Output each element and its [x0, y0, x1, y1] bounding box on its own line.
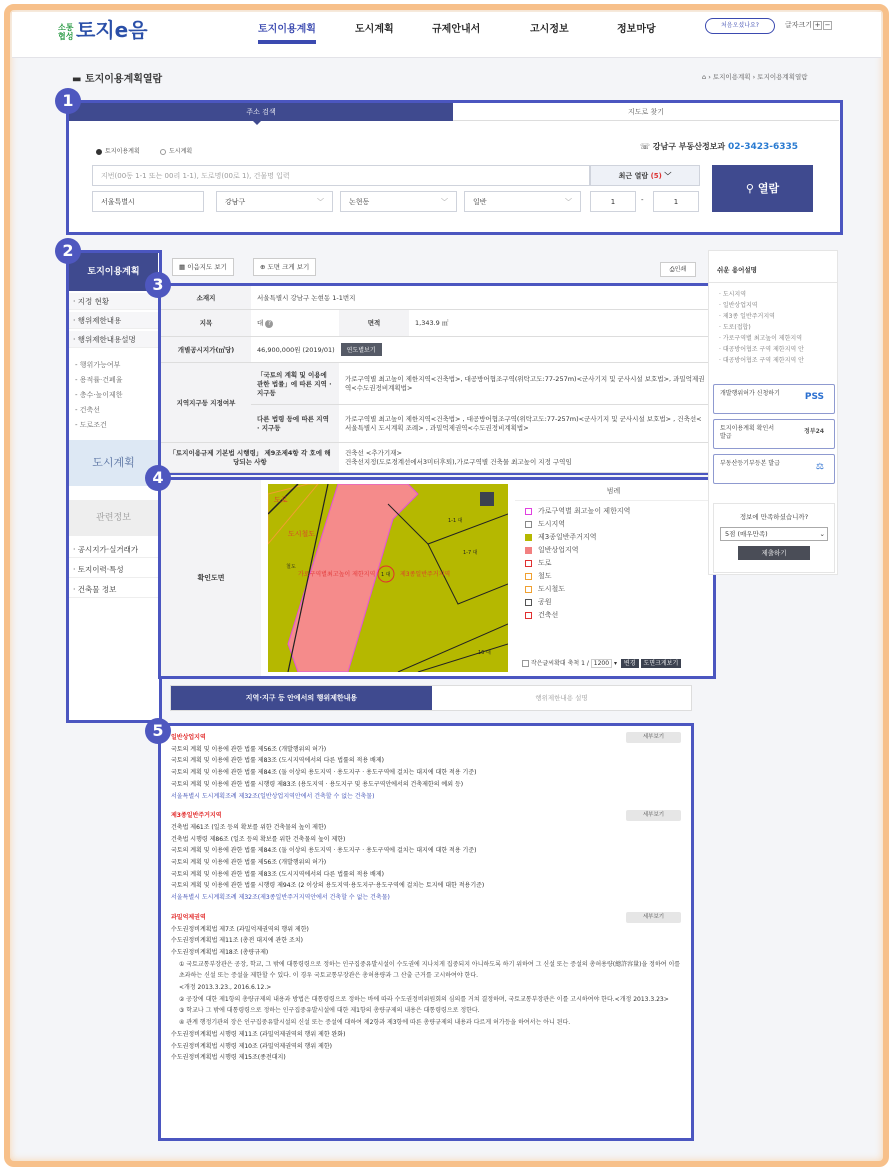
gov24-logo-icon: 정부24	[804, 428, 824, 435]
legend-label: 가로구역별 최고높이 제한지역	[538, 507, 631, 515]
enlarge-map-button[interactable]: ⊕ 도면 크게 보기	[253, 258, 316, 276]
sidebar-related-info: 관련정보	[69, 500, 158, 536]
address-search-input[interactable]: 지번(00동 1-1 또는 00리 1-1), 도로명(00로 1), 건물명 입력	[92, 165, 590, 186]
legend-item	[515, 505, 712, 518]
glossary-term[interactable]: · 대공방어협조 구역 제한지역 안	[719, 346, 804, 353]
glossary-term[interactable]: · 도시지역	[719, 291, 747, 298]
map-label: 확인도면	[161, 480, 261, 676]
ordinance-link[interactable]: 서울특별시 도시계획조례 제32조(제3종일반주거지역안에서 건축할 수 없는 건축물)	[171, 894, 390, 902]
sidebar-item-restrictions[interactable]: · 행위제한내용	[69, 312, 158, 329]
sidebar-city-plan[interactable]: 도시계획	[69, 440, 158, 486]
map-label-height-zone: 가로구역별최고높이 제한지역	[298, 571, 376, 578]
glossary-term-label: 대공방어협조 구역 제한지역 안	[722, 357, 804, 364]
tab-map-search[interactable]: 지도로 찾기	[453, 103, 839, 121]
detail-view-button[interactable]: 세부보기	[626, 810, 681, 821]
dong-select[interactable]: 논현동 ﹀	[340, 191, 457, 212]
map-view-button[interactable]: ▦ 이음지도 보기	[172, 258, 234, 276]
law-paragraph: ③ 학교나 그 밖에 대통령령으로 정하는 인구집중유발시설에 대한 제1항의 총량규제의 내용은 대통령령으로 정한다.	[179, 1007, 480, 1015]
map-label-subway: 도시철도	[288, 530, 316, 538]
legend-item	[515, 544, 712, 557]
pss-logo-icon: PSS	[804, 392, 824, 402]
map-tools: 작은글씨확대 축척 1 / 1200 ▾ 변경 도면크게보기	[522, 658, 681, 667]
right-sidebar	[708, 250, 838, 575]
legend-label: 제3종일반주거지역	[538, 533, 597, 541]
legend-label: 건축선	[538, 611, 559, 619]
nav-land-use-plan[interactable]: 토지이용계획	[258, 24, 316, 35]
court-logo-icon: ⚖	[815, 462, 824, 472]
law-link[interactable]: 수도권정비계획법 제11조 (총전 대지에 관한 조치)	[171, 937, 303, 945]
law1-label: 「국토의 계획 및 이용에 관한 법률」에 따른 지역 · 지구등	[251, 362, 339, 404]
print-button[interactable]: ⎙인쇄	[660, 262, 696, 277]
detail-view-button[interactable]: 세부보기	[626, 912, 681, 923]
submit-button[interactable]: 제출하기	[738, 546, 810, 560]
site-logo[interactable]: 소통 협성 토지e음	[58, 18, 148, 42]
recent-views-dropdown[interactable]: 최근 열람 (5) ﹀	[590, 165, 700, 186]
detail-view-button[interactable]: 세부보기	[626, 732, 681, 743]
land-category-value: 대 ?	[251, 309, 339, 336]
law-link[interactable]: 수도권정비계획법 제7조 (과밀억제권역의 행위 제한)	[171, 925, 309, 933]
sidebar-sub-item[interactable]: - 행위가능여부	[75, 361, 121, 369]
badge-4: 4	[145, 465, 171, 491]
glossary-term[interactable]: · 대공방어협조 구역 제한지역 안	[719, 357, 804, 364]
legend-label: 철도	[538, 572, 552, 580]
map-label-parcel: 1-7 대	[463, 550, 478, 556]
glossary-term-label: 제3종 일반주거지역	[722, 313, 775, 320]
badge-3: 3	[145, 272, 171, 298]
regulation-section	[171, 810, 681, 904]
sido-select[interactable]: 서울특별시	[92, 191, 204, 212]
legend-label: 도시지역	[538, 520, 566, 528]
legend-swatch-icon	[525, 547, 532, 554]
tab-restrictions[interactable]: 지역·지구 등 안에서의 행위제한내용	[171, 686, 432, 710]
legend-item	[515, 583, 712, 596]
legend-label: 일반상업지역	[538, 546, 579, 554]
sidebar-title: 토지이용계획	[69, 253, 158, 291]
location-value: 서울특별시 강남구 논현동 1-1번지	[251, 286, 713, 309]
law-link[interactable]: 국토의 계획 및 이용에 관한 법률 시행령 제83조 (용도지역 · 용도지구 및 용도구역안에서의 건축제한의 예외 등)	[171, 780, 464, 788]
location-label: 소재지	[161, 286, 251, 309]
legend-swatch-icon	[525, 521, 532, 528]
legend-swatch-icon	[525, 586, 532, 593]
zoom-icon: ⊕	[260, 263, 268, 271]
law-paragraph: ④ 관계 행정기관의 장은 인구집중유발시설의 신설 또는 증설에 대하여 제2항과 제3항에 따른 총량규제의 내용과 다르게 허가등을 하여서는 아니 된다.	[179, 1019, 571, 1027]
land-map[interactable]	[268, 484, 508, 672]
fullscreen-icon[interactable]	[480, 492, 494, 506]
sigungu-select[interactable]: 강남구 ﹀	[216, 191, 333, 212]
law-link[interactable]: 수도권정비계획법 시행령 제10조 (과밀억제권역의 행위 제한)	[171, 1042, 332, 1050]
glossary-term[interactable]: · 가로구역별 최고높이 제한지역	[719, 335, 802, 342]
nav-active-underline	[258, 40, 316, 44]
sidebar-sub-item[interactable]: - 건축선	[75, 406, 101, 414]
law-link[interactable]: 수도권정비계획법 시행령 제15조(종전대지)	[171, 1054, 286, 1062]
nav-notice[interactable]: 고시정보	[530, 24, 569, 35]
small-text-checkbox[interactable]	[522, 660, 529, 667]
tab-address-search[interactable]: 주소 검색	[69, 103, 453, 121]
legend-swatch-icon	[525, 573, 532, 580]
law-link[interactable]: 국토의 계획 및 이용에 관한 법률 제83조 (도시지역에서의 다른 법률의 적용 배제)	[171, 757, 384, 765]
glossary-term[interactable]: · 도로(접합)	[719, 324, 751, 331]
legend-item	[515, 557, 712, 570]
legend-label: 도로	[538, 559, 552, 567]
scale-select[interactable]: 1200	[591, 659, 612, 668]
satisfaction-survey	[713, 503, 835, 573]
glossary-term[interactable]: · 제3종 일반주거지역	[719, 313, 775, 320]
map-label-residential: 제3종일반주거지역	[400, 571, 451, 578]
legend-swatch-icon	[525, 508, 532, 515]
sub-lot-number-input[interactable]: 1	[653, 191, 699, 212]
restriction-content	[158, 723, 694, 1141]
map-icon: ▦	[179, 263, 188, 271]
sidebar-sub-item[interactable]: - 용적률·건폐율	[75, 376, 123, 384]
regulation-title: 과밀억제권역	[171, 913, 206, 921]
sidebar-sub-item[interactable]: - 층수·높이제한	[75, 391, 123, 399]
price-value: 46,900,000원 (2019/01) 연도별보기	[251, 336, 713, 362]
legend-item	[515, 596, 712, 609]
legend-swatch-icon	[525, 599, 532, 606]
search-icon: ⚲	[745, 182, 758, 195]
certificate-issue-link[interactable]: 토지이용계획 확인서 발급 정부24	[713, 419, 835, 449]
legend-item	[515, 531, 712, 544]
area-label: 면적	[339, 309, 409, 336]
glossary-term-label: 가로구역별 최고높이 제한지역	[722, 335, 802, 342]
law-paragraph: <개정 2013.3.23., 2016.6.12.>	[179, 984, 272, 992]
active-tab-caret	[252, 120, 262, 130]
breadcrumb: ⌂ › 토지이용계획 › 토지이용계획열람	[702, 73, 808, 81]
printer-icon: ⎙	[669, 266, 675, 273]
first-time-button[interactable]: 처음오셨나요?	[705, 18, 775, 34]
sidebar-item-restriction-desc[interactable]: · 행위제한내용설명	[69, 331, 158, 348]
law-link[interactable]: 건축법 제61조 (일조 등의 확보를 위한 건축물의 높이 제한)	[171, 823, 327, 831]
legend-label: 공원	[538, 598, 552, 606]
area-value: 1,343.9 ㎡	[409, 309, 713, 336]
badge-5: 5	[145, 718, 171, 744]
help-icon[interactable]: ?	[265, 320, 273, 328]
legend-item	[515, 518, 712, 531]
map-legend	[515, 481, 712, 676]
breadcrumb-item[interactable]: 토지이용계획	[712, 73, 751, 81]
glossary-term-label: 도시지역	[722, 291, 747, 298]
main-lot-number-input[interactable]: 1	[590, 191, 636, 212]
law-link[interactable]: 국토의 계획 및 이용에 관한 법률 제83조 (도시지역에서의 다른 법률의 적용 배제)	[171, 870, 384, 878]
glossary-term[interactable]: · 일반상업지역	[719, 302, 758, 309]
sidebar-item-land-price[interactable]: · 공시지가·실거래가	[69, 541, 158, 558]
lot-type-select[interactable]: 일반 ﹀	[464, 191, 581, 212]
lot-dash: -	[641, 196, 644, 204]
law-link[interactable]: 국토의 계획 및 이용에 관한 법률 시행령 제94조 (2 이상의 용도지역·용도지구·용도구역에 걸치는 토지에 대한 적용기준)	[171, 882, 485, 890]
font-minus-button[interactable]: −	[824, 21, 831, 29]
scale-change-button[interactable]: 변경	[621, 659, 639, 668]
law-link[interactable]: 수도권정비계획법 시행령 제11조 (과밀억제권역의 행위 제한 완화)	[171, 1030, 346, 1038]
chevron-down-icon: ﹀	[317, 198, 324, 206]
legend-label: 도시철도	[538, 585, 566, 593]
legend-title: 범례	[515, 481, 712, 501]
legend-item	[515, 570, 712, 583]
map-label-road: 도로	[274, 496, 288, 504]
glossary-term-label: 일반상업지역	[722, 302, 758, 309]
legend-swatch-icon	[525, 534, 532, 541]
registry-issue-link[interactable]: 부동산등기부등본 발급 ⚖	[713, 454, 835, 484]
map-label-rail: 철도	[286, 564, 296, 570]
law-link[interactable]: 국토의 계획 및 이용에 관한 법률 제84조 (둘 이상의 용도지역 · 용도지구 · 용도구역에 걸치는 대지에 대한 적용 기준)	[171, 769, 477, 777]
sidebar-item-designation[interactable]: · 지정 현황	[69, 293, 158, 310]
law1-value: 가로구역별 최고높이 제한지역<건축법>, 대공방어협조구역(위탁고도:77-257m)<군사기지 및 군사시설 보호법>, 과밀억제권역<수도권정비계획법>	[339, 362, 713, 404]
law-link[interactable]: 수도권정비계획법 제18조 (총량규제)	[171, 948, 269, 956]
glossary-term-label: 대공방어협조 구역 제한지역 안	[722, 346, 804, 353]
price-label: 개별공시지가(㎡당)	[161, 336, 251, 362]
view-button[interactable]: ⚲ 열람	[712, 165, 813, 212]
tab-restriction-desc[interactable]: 행위제한내용 설명	[535, 694, 588, 702]
font-size-control: 글자크기 + −	[785, 21, 831, 29]
large-map-button[interactable]: 도면크게보기	[641, 659, 682, 668]
regulation-section	[171, 732, 681, 802]
phone-icon: ☏	[640, 142, 653, 151]
zone-label: 지역지구등 지정여부	[161, 362, 251, 442]
font-plus-button[interactable]: +	[814, 21, 821, 29]
chevron-down-icon: ﹀	[565, 198, 572, 206]
breadcrumb-item: 토지이용계획열람	[757, 73, 808, 81]
law-link[interactable]: 국토의 계획 및 이용에 관한 법률 제56조 (개발행위의 허가)	[171, 745, 327, 753]
sidebar-item-land-history[interactable]: · 토지이력·특성	[69, 561, 158, 578]
regulation-title: 제3종일반주거지역	[171, 812, 222, 820]
glossary-title: 쉬운 용어설명	[709, 251, 837, 283]
contact-phone: ☏ 강남구 부동산정보과 02-3423-6335	[640, 142, 799, 152]
map-label-parcel: 16 대	[478, 650, 491, 656]
survey-question: 정보에 만족하셨습니까?	[739, 513, 809, 521]
legend-swatch-icon	[525, 612, 532, 619]
radio-city-plan[interactable]: 도시계획	[160, 146, 192, 155]
ordinance-link[interactable]: 서울특별시 도시계획조례 제32조(일반상업지역안에서 건축할 수 없는 건축물)	[171, 792, 375, 800]
regulation-title: 일반상업지역	[171, 734, 206, 741]
law-paragraph: ① 국토교통부장관은 공장, 학교, 그 밖에 대통령령으로 정하는 인구집중유발시설이 수도권에 지나치게 집중되지 아니하도록 하기 위하여 그 신설 또는 증설의 총허용량(總許容量)을 정하여 이를 초과하는 신설 또는 증설을 제한할 수 있다. 이 경우 국토교통부장관은 총허용량과 그 산출 근거를 고시하여야 한다.	[179, 960, 681, 980]
regulation-value: 건축선 <추가기재> 건축선지정(도로경계선에서3미터후퇴),가로구역별 건축물 최고높이 지정 구역임	[339, 442, 713, 472]
land-category-label: 지목	[161, 309, 251, 336]
radio-land-use[interactable]: 토지이용계획	[96, 146, 140, 155]
sidebar-item-building-info[interactable]: · 건축물 정보	[69, 581, 158, 598]
legend-item	[515, 609, 712, 622]
nav-city-plan[interactable]: 도시계획	[355, 24, 394, 35]
law2-label: 다른 법령 등에 따른 지역 · 지구등	[251, 404, 339, 442]
law-link[interactable]: 국토의 계획 및 이용에 관한 법률 제56조 (개발행위의 허가)	[171, 859, 327, 867]
chevron-down-icon: ﹀	[441, 198, 448, 206]
law-link[interactable]: 건축법 시행령 제86조 (일조 등의 확보를 위한 건축물의 높이 제한)	[171, 835, 346, 843]
regulation-section	[171, 912, 681, 1064]
nav-regulation-guide[interactable]: 규제안내서	[432, 24, 481, 35]
glossary-term-label: 도로(접합)	[722, 324, 751, 331]
dev-permit-link[interactable]: 개발행위허가 신청하기 PSS	[713, 384, 835, 414]
home-icon[interactable]: ⌂	[702, 73, 707, 81]
law2-value: 가로구역별 최고높이 제한지역<건축법> , 대공방어협조구역(위탁고도:77-257m)<군사기지 및 군사시설 보호법> , 건축선<서울특별시 도시계획 조례> , 과밀억제권역<수도권정비계획법>	[339, 404, 713, 442]
law-link[interactable]: 국토의 계획 및 이용에 관한 법률 제84조 (둘 이상의 용도지역 · 용도지구 · 용도구역에 걸치는 대지에 대한 적용 기준)	[171, 847, 477, 855]
satisfaction-select[interactable]: 5점 (매우만족) ⌄	[720, 527, 828, 541]
nav-info[interactable]: 정보마당	[617, 24, 656, 35]
law-paragraph: ② 공장에 대한 제1항의 총량규제의 내용과 방법은 대통령령으로 정하는 바에 따라 수도권정비위원회의 심의를 거쳐 결정하며, 국토교통부장관은 이를 고시하여야 한다.<개정 2013.3.23>	[179, 995, 669, 1003]
sidebar-sub-item[interactable]: - 도로조건	[75, 421, 107, 429]
map-label-parcel: 1 대	[381, 572, 391, 578]
land-info-table	[158, 283, 716, 475]
regulation-label: 「토지이용규제 기본법 시행령」 제9조제4항 각 호에 해당되는 사항	[161, 442, 339, 472]
badge-1: 1	[55, 88, 81, 114]
yearly-price-button[interactable]: 연도별보기	[341, 343, 382, 356]
legend-swatch-icon	[525, 560, 532, 567]
map-label-parcel: 1-1 대	[448, 518, 463, 524]
badge-2: 2	[55, 238, 81, 264]
chevron-down-icon: ⌄	[819, 530, 825, 538]
page-title: ▬ 토지이용계획열람	[72, 74, 163, 85]
